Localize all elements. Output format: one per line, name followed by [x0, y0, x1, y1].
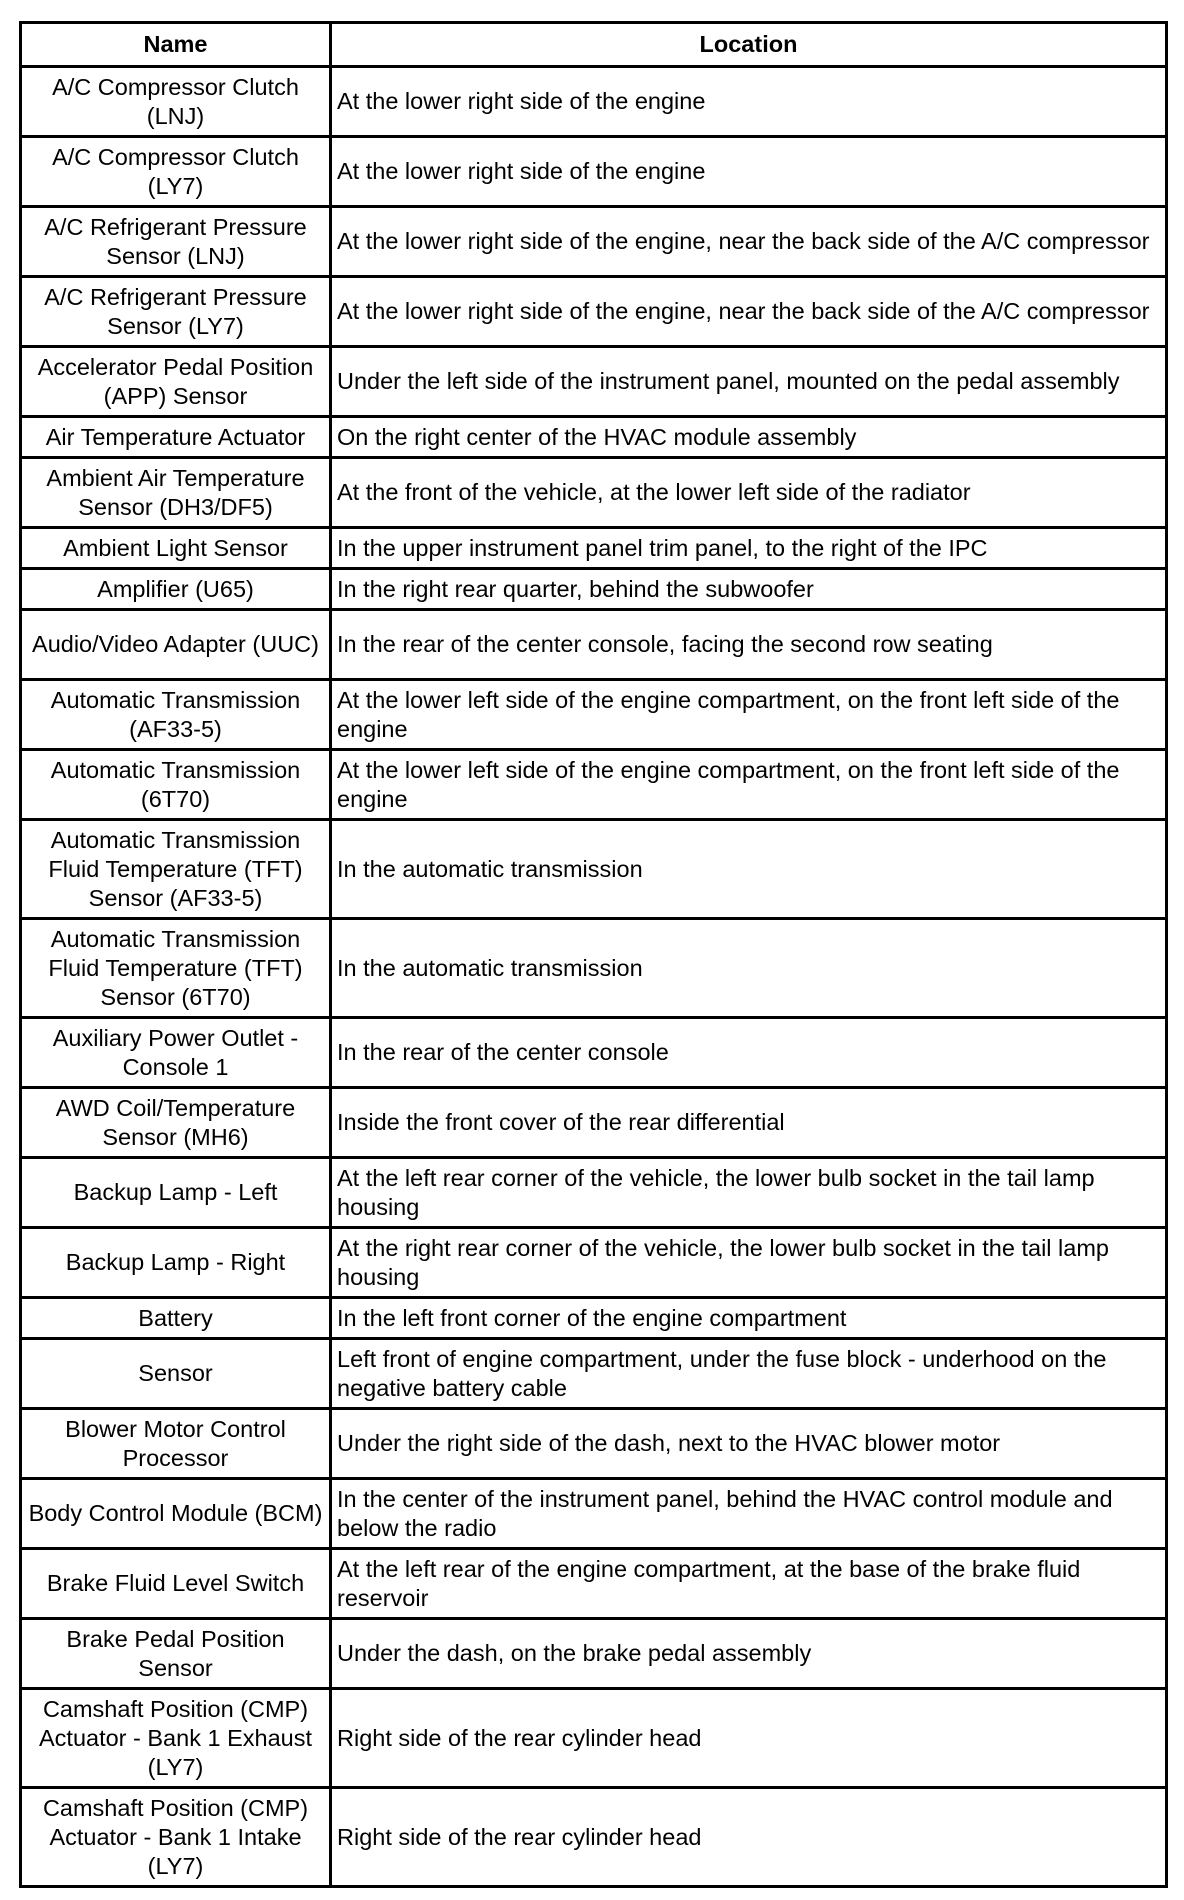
table-row — [21, 1018, 1167, 1088]
component-name-cell: A/C Compressor Clutch (LNJ) — [21, 67, 331, 137]
component-name-cell: Accelerator Pedal Position (APP) Sensor — [21, 347, 331, 417]
component-name-cell: A/C Refrigerant Pressure Sensor (LY7) — [21, 277, 331, 347]
component-name-cell: Backup Lamp - Right — [21, 1228, 331, 1298]
component-name-cell: Camshaft Position (CMP) Actuator - Bank 1 Intake (LY7) — [21, 1788, 331, 1887]
component-location-cell: In the automatic transmission — [331, 820, 1167, 919]
table-row — [21, 67, 1167, 137]
table-row — [21, 417, 1167, 458]
component-location-cell: Under the dash, on the brake pedal assembly — [331, 1619, 1167, 1689]
table-row — [21, 1549, 1167, 1619]
component-name-cell: Auxiliary Power Outlet - Console 1 — [21, 1018, 331, 1088]
component-location-cell: At the left rear of the engine compartment, at the base of the brake fluid reservoir — [331, 1549, 1167, 1619]
table-row — [21, 750, 1167, 820]
header-name: Name — [21, 23, 331, 67]
component-name-cell: Brake Fluid Level Switch — [21, 1549, 331, 1619]
component-location-cell: Left front of engine compartment, under the fuse block - underhood on the negative battery cable — [331, 1339, 1167, 1409]
table-row — [21, 569, 1167, 610]
component-location-cell: At the lower right side of the engine — [331, 137, 1167, 207]
component-name-cell: Battery — [21, 1298, 331, 1339]
component-name-cell: Brake Pedal Position Sensor — [21, 1619, 331, 1689]
table-row — [21, 277, 1167, 347]
component-location-cell: Inside the front cover of the rear differential — [331, 1088, 1167, 1158]
component-name-cell: Camshaft Position (CMP) Actuator - Bank 1 Exhaust (LY7) — [21, 1689, 331, 1788]
component-location-cell: In the upper instrument panel trim panel, to the right of the IPC — [331, 528, 1167, 569]
component-location-cell: On the right center of the HVAC module assembly — [331, 417, 1167, 458]
component-name-cell: Automatic Transmission Fluid Temperature (TFT) Sensor (AF33-5) — [21, 820, 331, 919]
table-row — [21, 1619, 1167, 1689]
component-location-cell: At the front of the vehicle, at the lower left side of the radiator — [331, 458, 1167, 528]
component-name-cell: Blower Motor Control Processor — [21, 1409, 331, 1479]
component-name-cell: Ambient Air Temperature Sensor (DH3/DF5) — [21, 458, 331, 528]
component-location-cell: In the automatic transmission — [331, 919, 1167, 1018]
table-row — [21, 1158, 1167, 1228]
table-header-row — [21, 23, 1167, 67]
header-location: Location — [331, 23, 1167, 67]
table-row — [21, 207, 1167, 277]
component-location-cell: At the left rear corner of the vehicle, the lower bulb socket in the tail lamp housing — [331, 1158, 1167, 1228]
component-name-cell: Automatic Transmission Fluid Temperature (TFT) Sensor (6T70) — [21, 919, 331, 1018]
component-name-cell: Automatic Transmission (AF33-5) — [21, 680, 331, 750]
component-name-cell: Audio/Video Adapter (UUC) — [21, 610, 331, 680]
table-row — [21, 1339, 1167, 1409]
component-location-cell: At the lower right side of the engine, near the back side of the A/C compressor — [331, 277, 1167, 347]
component-location-cell: In the center of the instrument panel, behind the HVAC control module and below the radio — [331, 1479, 1167, 1549]
component-location-cell: Right side of the rear cylinder head — [331, 1788, 1167, 1887]
component-locator-table — [19, 21, 1168, 1888]
table-row — [21, 137, 1167, 207]
component-location-cell: Under the left side of the instrument panel, mounted on the pedal assembly — [331, 347, 1167, 417]
table-row — [21, 528, 1167, 569]
table-row — [21, 1409, 1167, 1479]
component-name-cell: Amplifier (U65) — [21, 569, 331, 610]
component-name-cell: Body Control Module (BCM) — [21, 1479, 331, 1549]
component-location-cell: In the rear of the center console, facing the second row seating — [331, 610, 1167, 680]
table-row — [21, 1479, 1167, 1549]
table-row — [21, 1689, 1167, 1788]
component-location-cell: In the right rear quarter, behind the subwoofer — [331, 569, 1167, 610]
component-location-cell: At the lower right side of the engine, near the back side of the A/C compressor — [331, 207, 1167, 277]
table-row — [21, 1298, 1167, 1339]
component-name-cell: Air Temperature Actuator — [21, 417, 331, 458]
component-location-cell: At the right rear corner of the vehicle, the lower bulb socket in the tail lamp housing — [331, 1228, 1167, 1298]
component-name-cell: AWD Coil/Temperature Sensor (MH6) — [21, 1088, 331, 1158]
component-location-cell: At the lower left side of the engine compartment, on the front left side of the engine — [331, 680, 1167, 750]
component-location-cell: In the rear of the center console — [331, 1018, 1167, 1088]
table-row — [21, 347, 1167, 417]
table-row — [21, 1088, 1167, 1158]
component-name-cell: Ambient Light Sensor — [21, 528, 331, 569]
table-row — [21, 458, 1167, 528]
component-name-cell: Automatic Transmission (6T70) — [21, 750, 331, 820]
component-location-cell: At the lower left side of the engine compartment, on the front left side of the engine — [331, 750, 1167, 820]
component-name-cell: A/C Refrigerant Pressure Sensor (LNJ) — [21, 207, 331, 277]
component-name-cell: Sensor — [21, 1339, 331, 1409]
table-row — [21, 680, 1167, 750]
component-location-cell: Under the right side of the dash, next to the HVAC blower motor — [331, 1409, 1167, 1479]
component-location-cell: Right side of the rear cylinder head — [331, 1689, 1167, 1788]
table-row — [21, 820, 1167, 919]
table-row — [21, 1228, 1167, 1298]
table-row — [21, 1788, 1167, 1887]
table-row — [21, 610, 1167, 680]
component-name-cell: A/C Compressor Clutch (LY7) — [21, 137, 331, 207]
component-location-cell: In the left front corner of the engine compartment — [331, 1298, 1167, 1339]
component-name-cell: Backup Lamp - Left — [21, 1158, 331, 1228]
component-location-cell: At the lower right side of the engine — [331, 67, 1167, 137]
table-row — [21, 919, 1167, 1018]
